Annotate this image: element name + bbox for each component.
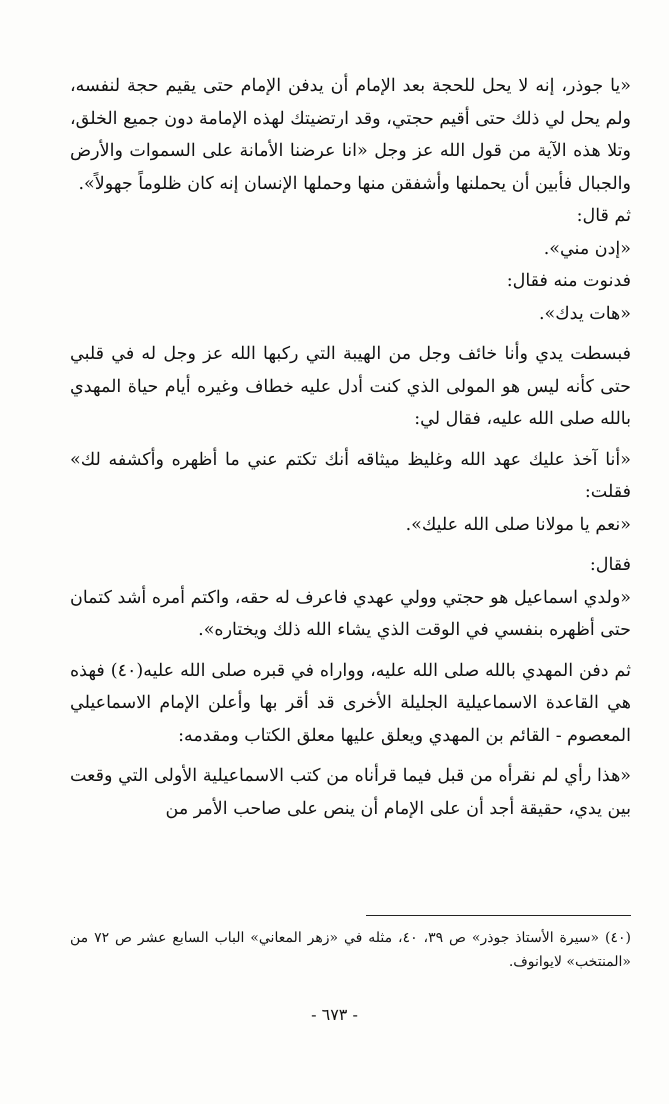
footnote-text: (٤٠) «سيرة الأستاذ جوذر» ص ٣٩، ٤٠، مثله في «زهر المعاني» الباب السابع عشر ص ٧٢ من «المنتخب» لايوانوف. [70,930,631,970]
paragraph: «نعم يا مولانا صلى الله عليك». [405,514,631,535]
paragraph: ثم قال: [576,206,631,226]
paragraph: فقال: [589,555,631,575]
paragraph: «إدن مني». [543,238,631,259]
paragraph: فدنوت منه فقال: [506,271,631,291]
paragraph: «أنا آخذ عليك عهد الله وغليظ ميثاقه أنك تكتم عني ما أظهره وأكشفه لك» فقلت: [70,449,631,502]
main-text [70,70,631,825]
paragraph: «هذا رأي لم نقرأه من قبل فيما قرأناه من كتب الاسماعيلية الأولى التي وقعت بين يدي، حقيقة أجد أن على الإمام أن ينص على صاحب الأمر من [70,766,631,819]
paragraph: «ولدي اسماعيل هو حجتي وولي عهدي فاعرف له حقه، واكتم أمره أشد كتمان حتى أظهره بنفسي في الوقت الذي يشاء الله ذلك ويختاره». [70,587,631,640]
paragraph: فبسطت يدي وأنا خائف وجل من الهيبة التي ركبها الله عز وجل له في قلبي حتى كأنه ليس هو المولى الذي كنت أدل عليه خطاف وغيره أيام حياة المهدي بالله صلى الله عليه، فقال لي: [70,344,631,429]
paragraph: «هات يدك». [538,303,631,324]
paragraph: ثم دفن المهدي بالله صلى الله عليه، وواراه في قبره صلى الله عليه(٤٠) فهذه هي القاعدة الاسماعيلية الجليلة الأخرى قد أقر بها وأعلن الإمام الاسماعيلي المعصوم - القائم بن المهدي ويعلق عليها معلق الكتاب ومقدمه: [70,660,631,746]
page-number: - ٦٧٣ - [311,1005,358,1024]
footnote [70,926,631,974]
paragraph: «يا جوذر، إنه لا يحل للحجة بعد الإمام أن يدفن الإمام حتى يقيم حجة لنفسه، ولم يحل لي ذلك حتى أقيم حجتي، وقد ارتضيتك لهذه الإمامة دون جميع الخلق، وتلا هذه الآية من قول الله عز وجل «انا عرضنا الأمانة على السموات والأرض والجبال فأبين أن يحملنها وأشفقن منها وحملها الإنسان إنه كان ظلوماً جهولاً». [70,76,631,194]
footnote-divider [366,915,631,916]
